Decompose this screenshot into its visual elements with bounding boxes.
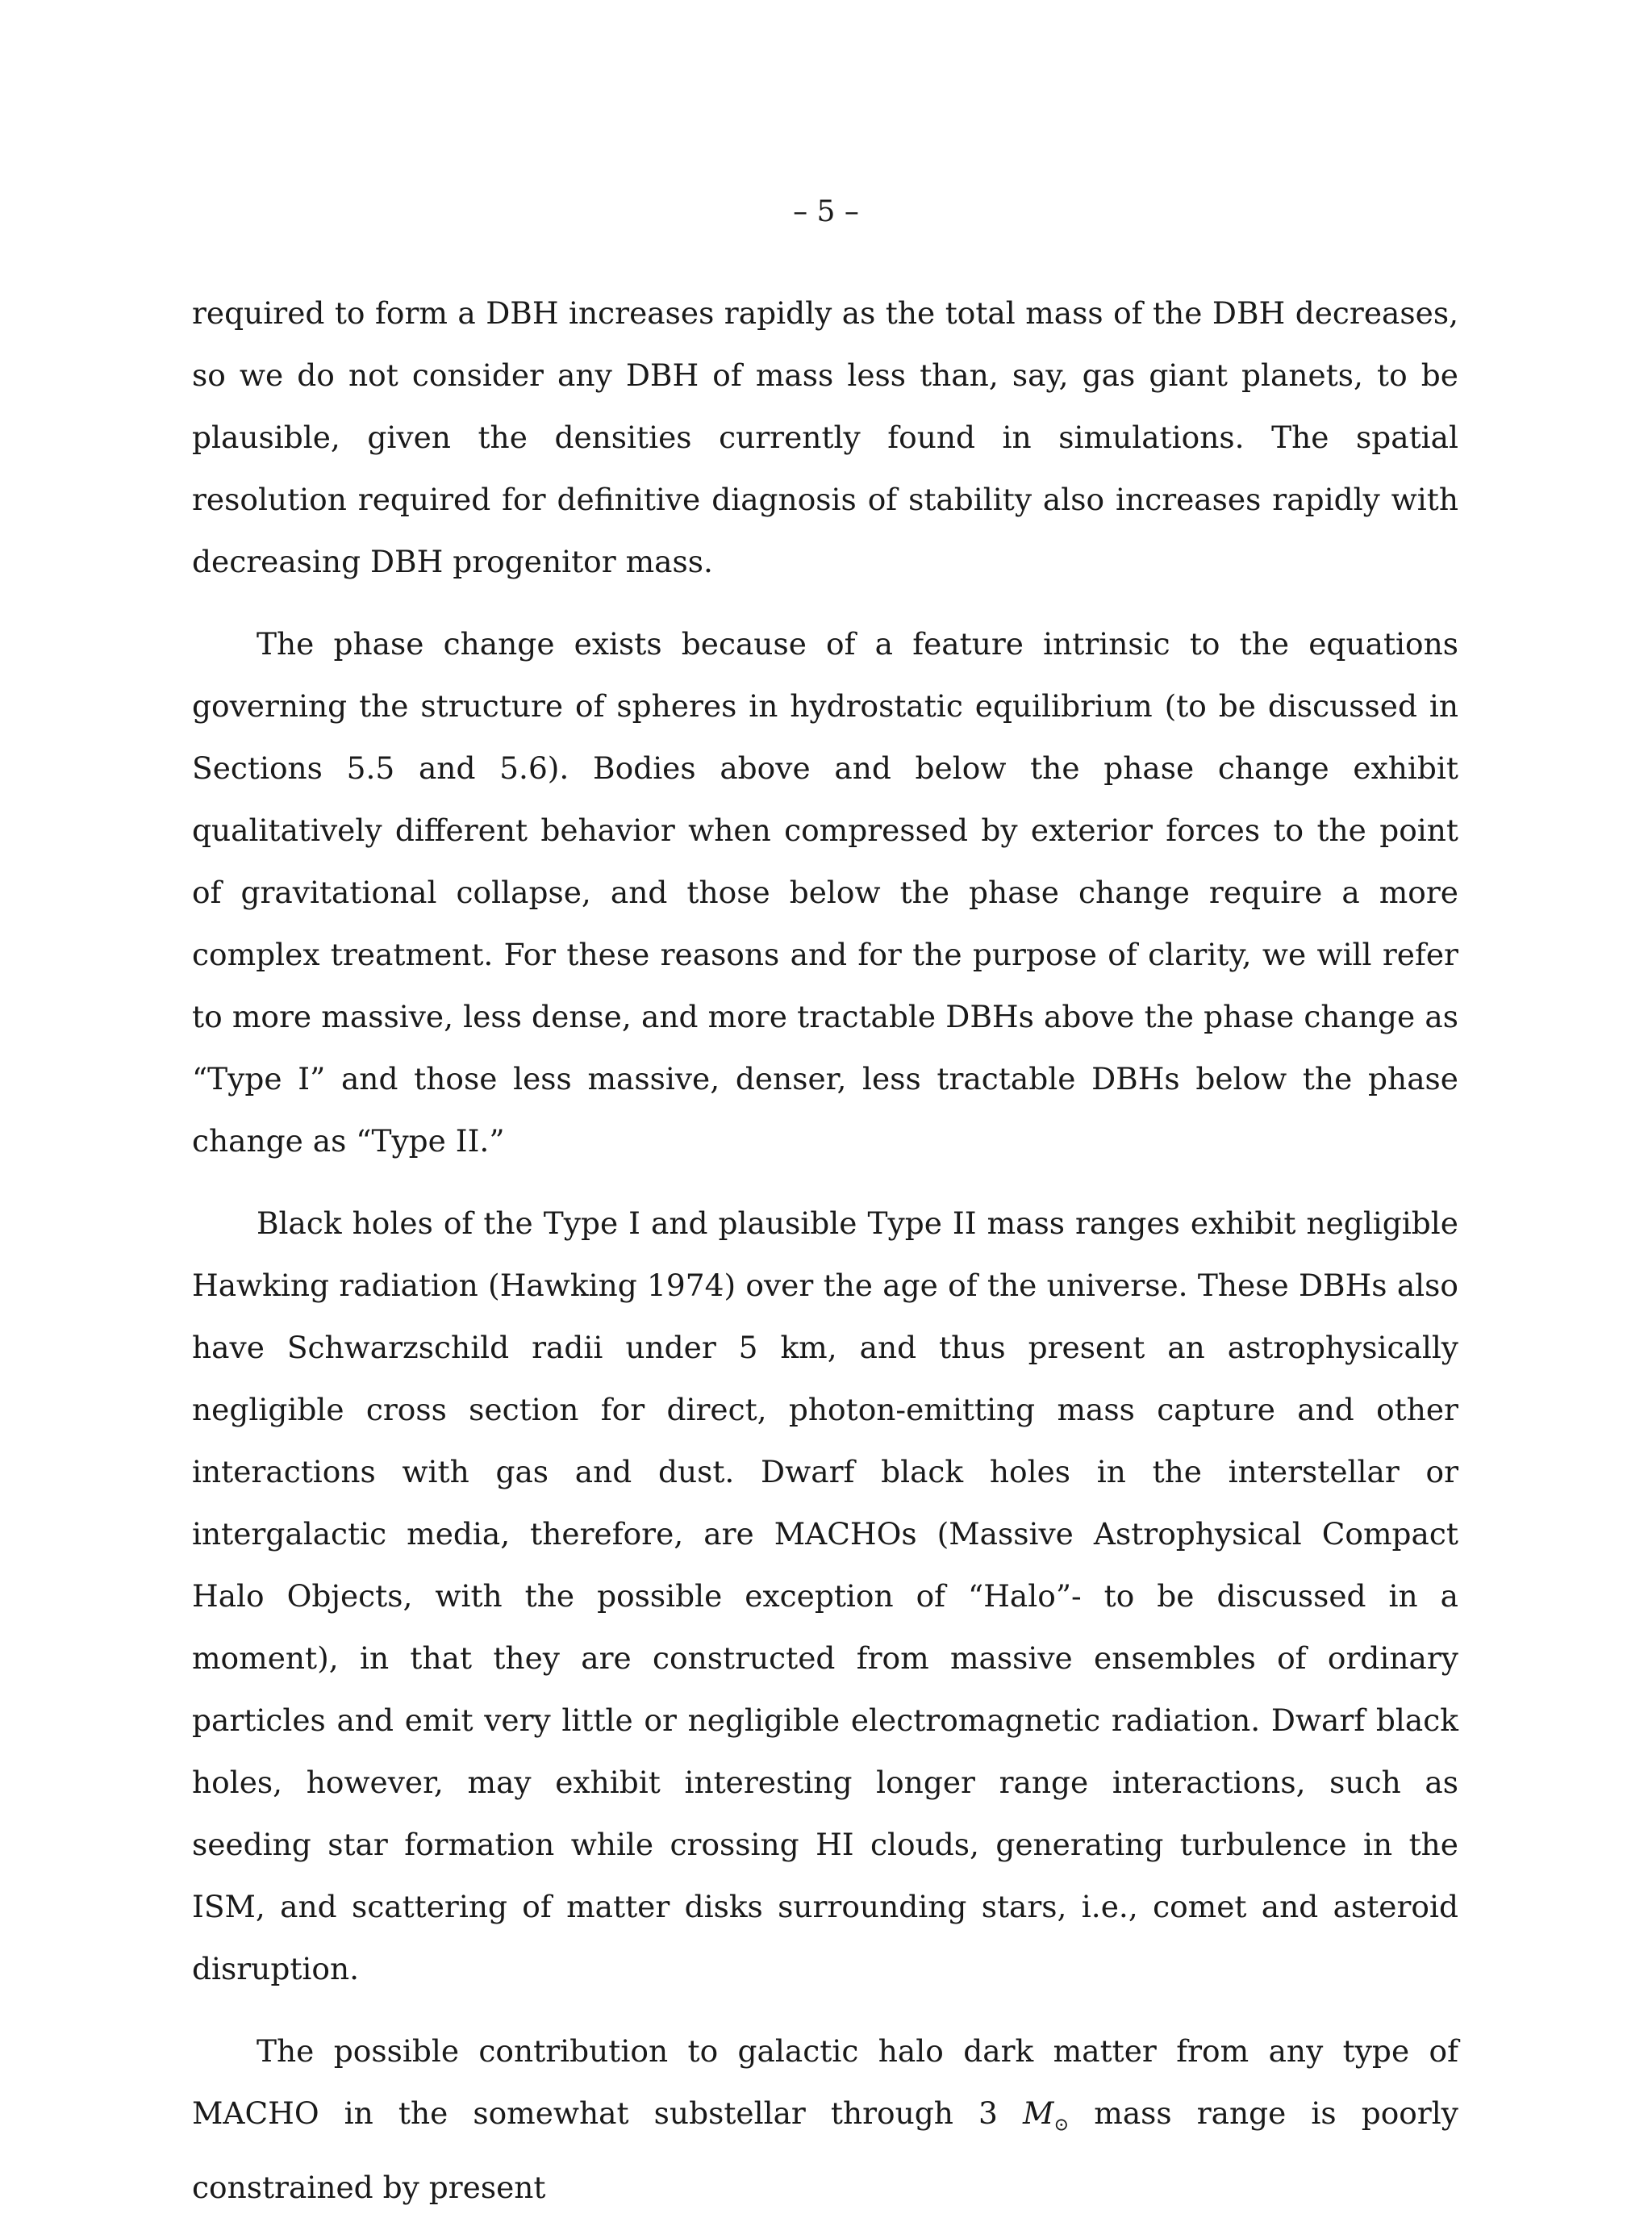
paragraph-4: [192, 2020, 1458, 2219]
page-number: – 5 –: [793, 195, 859, 228]
paragraph-4-text-end: mass range is poorly constrained by present: [192, 2095, 1458, 2205]
solar-mass-subscript: ⊙: [1053, 2114, 1070, 2136]
paragraph-1: required to form a DBH increases rapidly as the total mass of the DBH decreases, so we do not consider any DBH of mass less than, say, gas giant planets, to be plausible, given the densities currently found in simulations. The spatial resolution required for definitive diagnosis of stability also increases rapidly with decreasing DBH progenitor mass.: [192, 295, 1458, 579]
paragraph-2: The phase change exists because of a feature intrinsic to the equations governing the structure of spheres in hydrostatic equilibrium (to be discussed in Sections 5.5 and 5.6). Bodies above and below the phase change exhibit qualitatively different behavior when compressed by exterior forces to the point of gravitational collapse, and those below the phase change require a more complex treatment. For these reasons and for the purpose of clarity, we will refer to more massive, less dense, and more tractable DBHs above the phase change as “Type I” and those less massive, denser, less tractable DBHs below the phase change as “Type II.”: [192, 626, 1458, 1159]
main-text: [192, 282, 1458, 2239]
paragraph-4-text-start: The possible contribution to galactic halo dark matter from any type of MACHO in the somewhat substellar through 3: [192, 2033, 1458, 2131]
paragraph-3: Black holes of the Type I and plausible Type II mass ranges exhibit negligible Hawking radiation (Hawking 1974) over the age of the universe. These DBHs also have Schwarzschild radii under 5 km, and thus present an astrophysically negligible cross section for direct, photon-emitting mass capture and other interactions with gas and dust. Dwarf black holes in the interstellar or intergalactic media, therefore, are MACHOs (Massive Astrophysical Compact Halo Objects, with the possible exception of “Halo”- to be discussed in a moment), in that they are constructed from massive ensembles of ordinary particles and emit very little or negligible electromagnetic radiation. Dwarf black holes, however, may exhibit interesting longer range interactions, such as seeding star formation while crossing HI clouds, generating turbulence in the ISM, and scattering of matter disks surrounding stars, i.e., comet and asteroid disruption.: [192, 1205, 1458, 1986]
solar-mass-symbol: [1022, 2095, 1070, 2136]
solar-mass-letter: M: [1022, 2095, 1054, 2131]
